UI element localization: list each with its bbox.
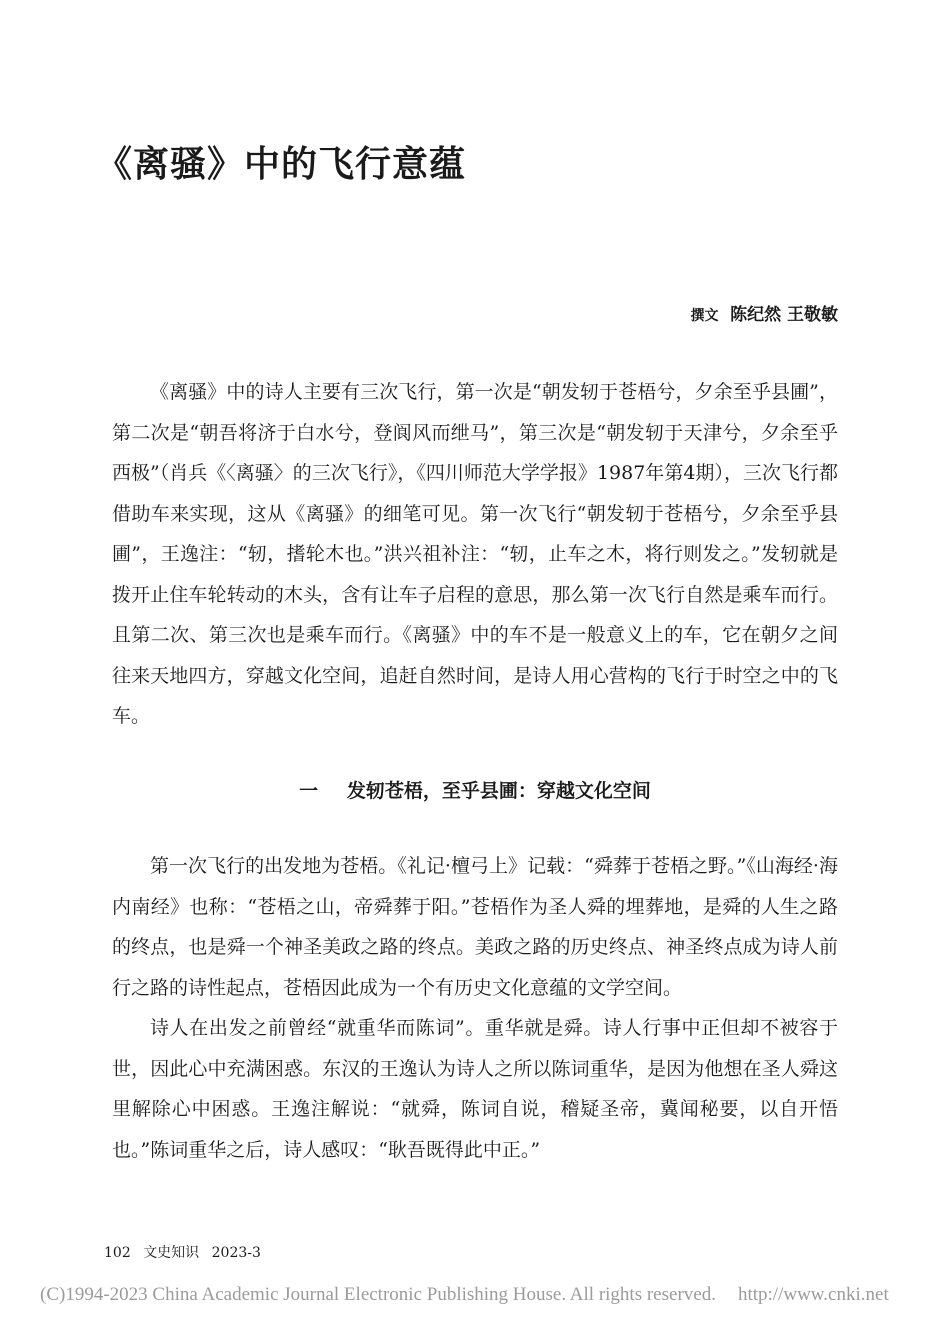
section-number: 一 [299,780,319,802]
byline [691,300,839,325]
section-heading [0,776,950,803]
article-title: 《离骚》中的飞行意蕴 [96,144,467,185]
section-heading-text: 发轫苍梧，至乎县圃：穿越文化空间 [346,780,651,802]
page-footer [104,1242,269,1262]
journal-issue: 2023-3 [211,1245,261,1261]
page-number: 102 [104,1245,131,1261]
byline-role: 撰文 [690,308,719,324]
journal-name: 文史知识 [143,1245,200,1261]
copyright-text: (C)1994-2023 China Academic Journal Electronic Publishing House. All rights reserved. [40,1284,716,1305]
intro-section [112,372,838,737]
body-paragraph: 第一次飞行的出发地为苍梧。《礼记·檀弓上》记载：“舜葬于苍梧之野。”《山海经·海内南经》也称：“苍梧之山，帝舜葬于阳。”苍梧作为圣人舜的埋葬地，是舜的人生之路的终点，也是舜一个神圣美政之路的终点。美政之路的历史终点、神圣终点成为诗人前行之路的诗性起点，苍梧因此成为一个有历史文化意蕴的文学空间。 [112,855,838,999]
copyright-url: http://www.cnki.net [737,1284,889,1305]
body-paragraph: 诗人在出发之前曾经“就重华而陈词”。重华就是舜。诗人行事中正但却不被容于世，因此心中充满困惑。东汉的王逸认为诗人之所以陈词重华，是因为他想在圣人舜这里解除心中困惑。王逸注解说：“就舜，陈词自说，稽疑圣帝，冀闻秘要，以自开悟也。”陈词重华之后，诗人感叹：“耿吾既得此中正。” [112,1017,838,1161]
byline-authors: 陈纪然 王敬敏 [730,305,838,325]
section-body [112,846,838,1170]
intro-paragraph: 《离骚》中的诗人主要有三次飞行，第一次是“朝发轫于苍梧兮，夕余至乎县圃”，第二次是“朝吾将济于白水兮，登阆风而绁马”，第三次是“朝发轫于天津兮，夕余至乎西极”（肖兵《〈离骚〉的三次飞行》，《四川师范大学学报》1987年第4期），三次飞行都借助车来实现，这从《离骚》的细笔可见。第一次飞行“朝发轫于苍梧兮，夕余至乎县圃”，王逸注：“轫，搘轮木也。”洪兴祖补注：“轫，止车之木，将行则发之。”发轫就是拨开止住车轮转动的木头，含有让车子启程的意思，那么第一次飞行自然是乘车而行。且第二次、第三次也是乘车而行。《离骚》中的车不是一般意义上的车，它在朝夕之间往来天地四方，穿越文化空间，追赶自然时间，是诗人用心营构的飞行于时空之中的飞车。 [112,381,838,727]
copyright-watermark [40,1284,950,1306]
